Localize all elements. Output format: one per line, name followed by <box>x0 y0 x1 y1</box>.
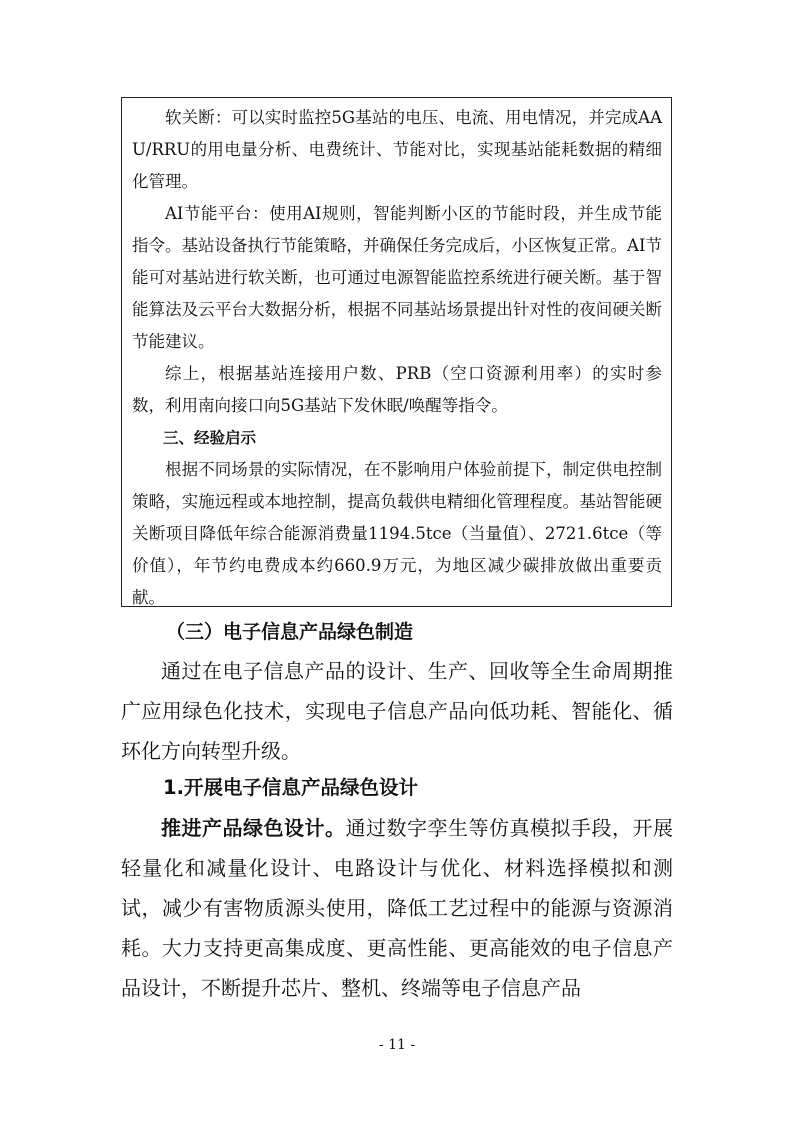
box-paragraph-summary: 综上，根据基站连接用户数、PRB（空口资源利用率）的实时参数，利用南向接口向5G基站下发休眠/唤醒等指令。 <box>132 364 662 415</box>
box-paragraph-closing: 根据不同场景的实际情况，在不影响用户体验前提下，制定供电控制策略，实施远程或本地控制，提高负载供电精细化管理程度。基站智能硬关断项目降低年综合能源消费量1194.5tce（当量值）、2721.6tce（等价值），年节约电费成本约660.9万元，为地区减少碳排放做出重要贡献。 <box>132 460 662 607</box>
design-paragraph <box>121 808 673 1008</box>
case-study-box <box>121 97 672 607</box>
page-number: - 11 - <box>378 1037 416 1053</box>
section-title: （三）电子信息产品绿色制造 <box>166 621 414 643</box>
box-paragraph-soft-shutdown: 软关断：可以实时监控5G基站的电压、电流、用电情况，并完成AAU/RRU的用电量分析、电费统计、节能对比，实现基站能耗数据的精细化管理。 <box>132 108 662 191</box>
subsection-title: 1.开展电子信息产品绿色设计 <box>163 776 418 799</box>
box-heading-lessons: 三、经验启示 <box>163 429 257 447</box>
section-intro-paragraph: 通过在电子信息产品的设计、生产、回收等全生命周期推广应用绿色化技术，实现电子信息产品向低功耗、智能化、循环化方向转型升级。 <box>121 659 673 763</box>
design-paragraph-lead: 推进产品绿色设计。 <box>161 816 346 840</box>
design-paragraph-text: 通过数字孪生等仿真模拟手段，开展轻量化和减量化设计、电路设计与优化、材料选择模拟和测试，减少有害物质源头使用，降低工艺过程中的能源与资源消耗。大力支持更高集成度、更高性能、更高能效的电子信息产品设计，不断提升芯片、整机、终端等电子信息产品 <box>121 816 673 1000</box>
box-paragraph-ai-platform: AI节能平台：使用AI规则，智能判断小区的节能时段，并生成节能指令。基站设备执行节能策略，并确保任务完成后，小区恢复正常。AI节能可对基站进行软关断，也可通过电源智能监控系统进行硬关断。基于智能算法及云平台大数据分析，根据不同基站场景提出针对性的夜间硬关断节能建议。 <box>132 204 662 351</box>
